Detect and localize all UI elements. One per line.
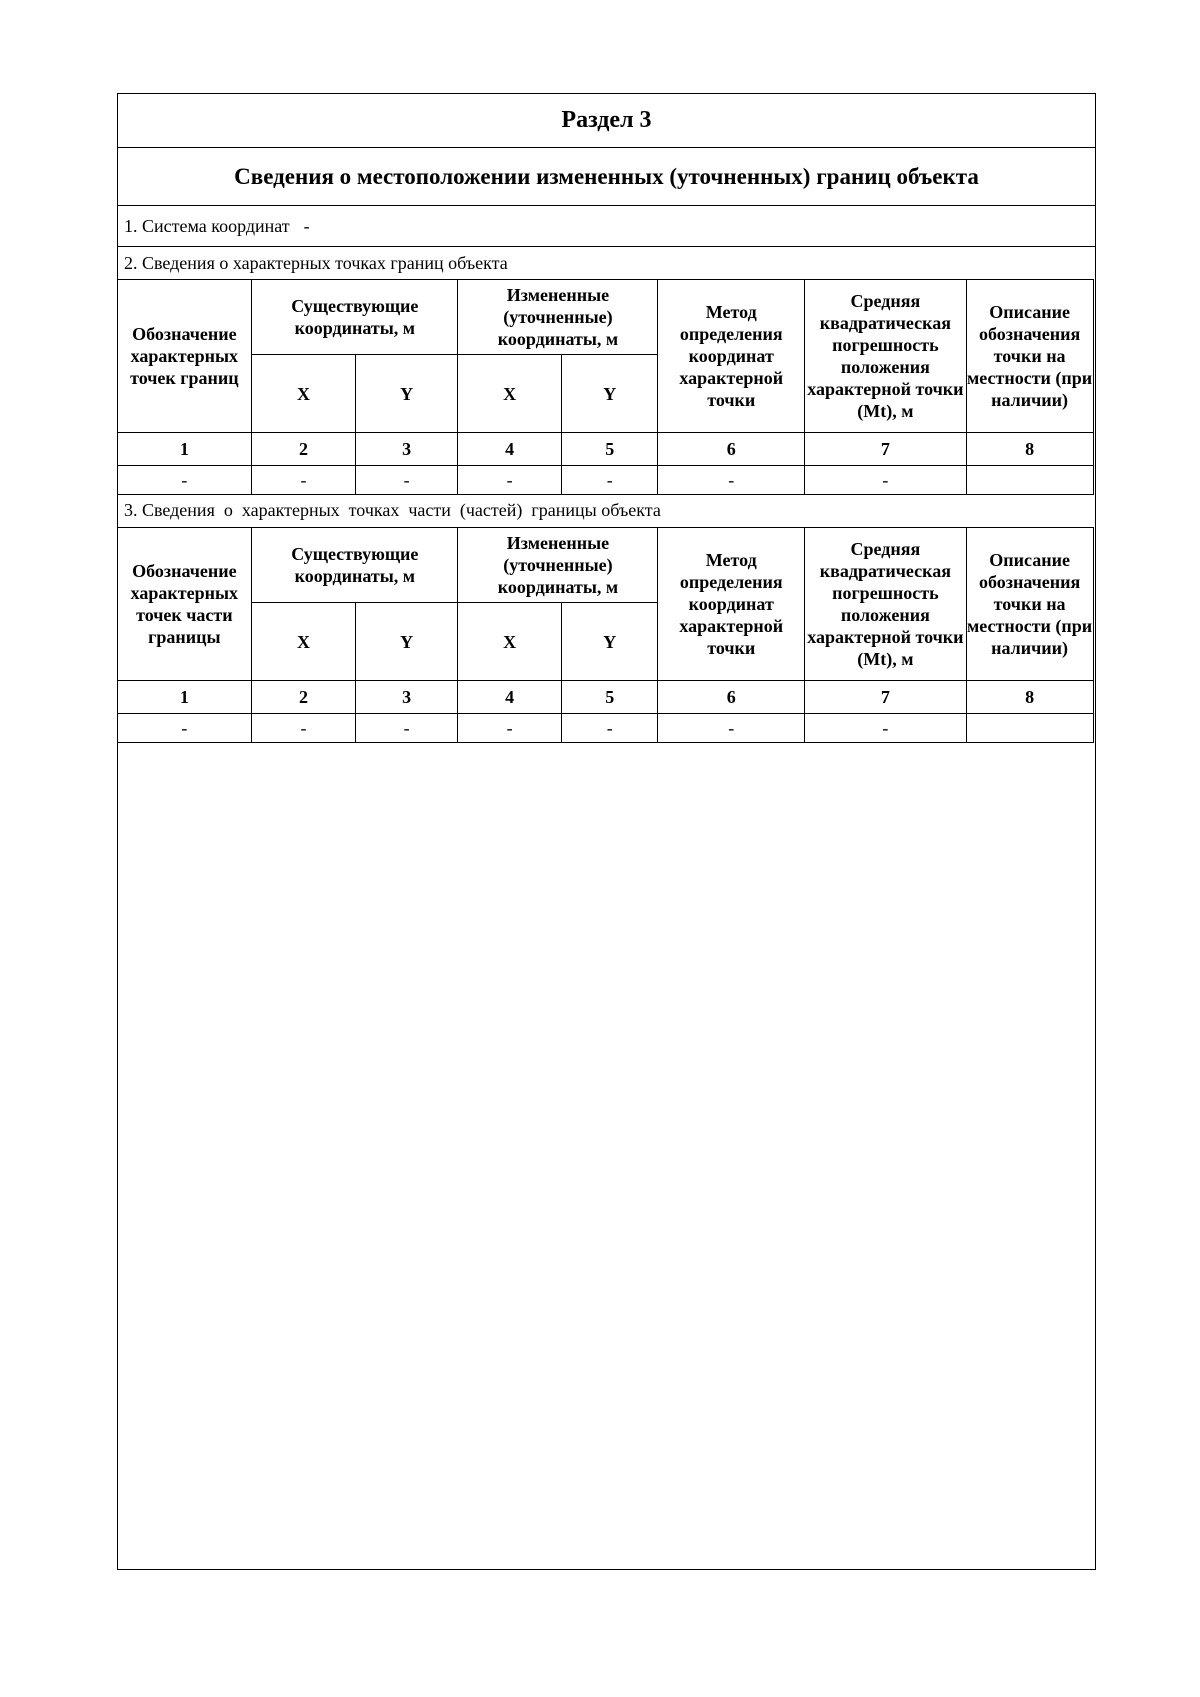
header-changed-y: Y bbox=[561, 603, 658, 681]
coord-system-label: 1. Система координат bbox=[124, 215, 290, 236]
header-error: Средняя квадратическая погрешность положения характерной точки (Mt), м bbox=[805, 528, 967, 681]
header-changed-coords: Измененные (уточненные) координаты, м bbox=[458, 280, 658, 355]
document-frame bbox=[117, 93, 1096, 1570]
header-description: Описание обозначения точки на местности (при наличии) bbox=[966, 528, 1093, 681]
header-description: Описание обозначения точки на местности (при наличии) bbox=[966, 280, 1093, 433]
table-cell bbox=[966, 714, 1093, 743]
column-number: 7 bbox=[805, 681, 967, 714]
table-row bbox=[117, 714, 1093, 743]
boundary-points-table bbox=[117, 279, 1094, 495]
header-method: Метод определения координат характерной точки bbox=[658, 528, 805, 681]
table-cell: - bbox=[117, 466, 252, 495]
header-error: Средняя квадратическая погрешность положения характерной точки (Mt), м bbox=[805, 280, 967, 433]
header-changed-x: X bbox=[458, 603, 562, 681]
column-numbers-row bbox=[117, 681, 1093, 714]
table2-caption: 3. Сведения о характерных точках части (частей) границы объекта bbox=[124, 500, 661, 520]
header-existing-x: X bbox=[252, 355, 356, 433]
coord-system-value: - bbox=[303, 215, 310, 236]
column-number: 8 bbox=[966, 681, 1093, 714]
column-number: 5 bbox=[561, 433, 658, 466]
column-number: 4 bbox=[458, 681, 562, 714]
column-number: 5 bbox=[561, 681, 658, 714]
column-number: 6 bbox=[658, 433, 805, 466]
column-numbers-row bbox=[117, 433, 1093, 466]
coord-system-line bbox=[118, 206, 1095, 247]
header-existing-coords: Существующие координаты, м bbox=[252, 528, 458, 603]
header-existing-y: Y bbox=[355, 603, 458, 681]
table1-caption: 2. Сведения о характерных точках границ объекта bbox=[124, 252, 508, 273]
section-subtitle: Сведения о местоположении измененных (уточненных) границ объекта bbox=[118, 148, 1095, 206]
column-number: 1 bbox=[117, 681, 252, 714]
column-number: 3 bbox=[355, 433, 458, 466]
header-existing-x: X bbox=[252, 603, 356, 681]
table-cell: - bbox=[458, 714, 562, 743]
column-number: 6 bbox=[658, 681, 805, 714]
column-number: 2 bbox=[252, 433, 356, 466]
column-number: 8 bbox=[966, 433, 1093, 466]
table-cell: - bbox=[658, 714, 805, 743]
header-changed-x: X bbox=[458, 355, 562, 433]
part-boundary-points-table bbox=[117, 527, 1094, 743]
table-cell: - bbox=[458, 466, 562, 495]
table-cell: - bbox=[805, 714, 967, 743]
table-row bbox=[117, 466, 1093, 495]
header-method: Метод определения координат характерной точки bbox=[658, 280, 805, 433]
column-number: 1 bbox=[117, 433, 252, 466]
table-cell: - bbox=[658, 466, 805, 495]
header-designation: Обозначение характерных точек границ bbox=[117, 280, 252, 433]
header-designation: Обозначение характерных точек части границы bbox=[117, 528, 252, 681]
table-cell: - bbox=[252, 466, 356, 495]
table-cell: - bbox=[805, 466, 967, 495]
table-cell: - bbox=[561, 466, 658, 495]
table-cell: - bbox=[355, 714, 458, 743]
section-title: Раздел 3 bbox=[118, 94, 1095, 148]
table-cell: - bbox=[252, 714, 356, 743]
table-cell bbox=[966, 466, 1093, 495]
table-cell: - bbox=[117, 714, 252, 743]
column-number: 4 bbox=[458, 433, 562, 466]
header-existing-coords: Существующие координаты, м bbox=[252, 280, 458, 355]
header-changed-y: Y bbox=[561, 355, 658, 433]
table-cell: - bbox=[561, 714, 658, 743]
column-number: 2 bbox=[252, 681, 356, 714]
table-cell: - bbox=[355, 466, 458, 495]
column-number: 3 bbox=[355, 681, 458, 714]
header-existing-y: Y bbox=[355, 355, 458, 433]
header-changed-coords: Измененные (уточненные) координаты, м bbox=[458, 528, 658, 603]
column-number: 7 bbox=[805, 433, 967, 466]
